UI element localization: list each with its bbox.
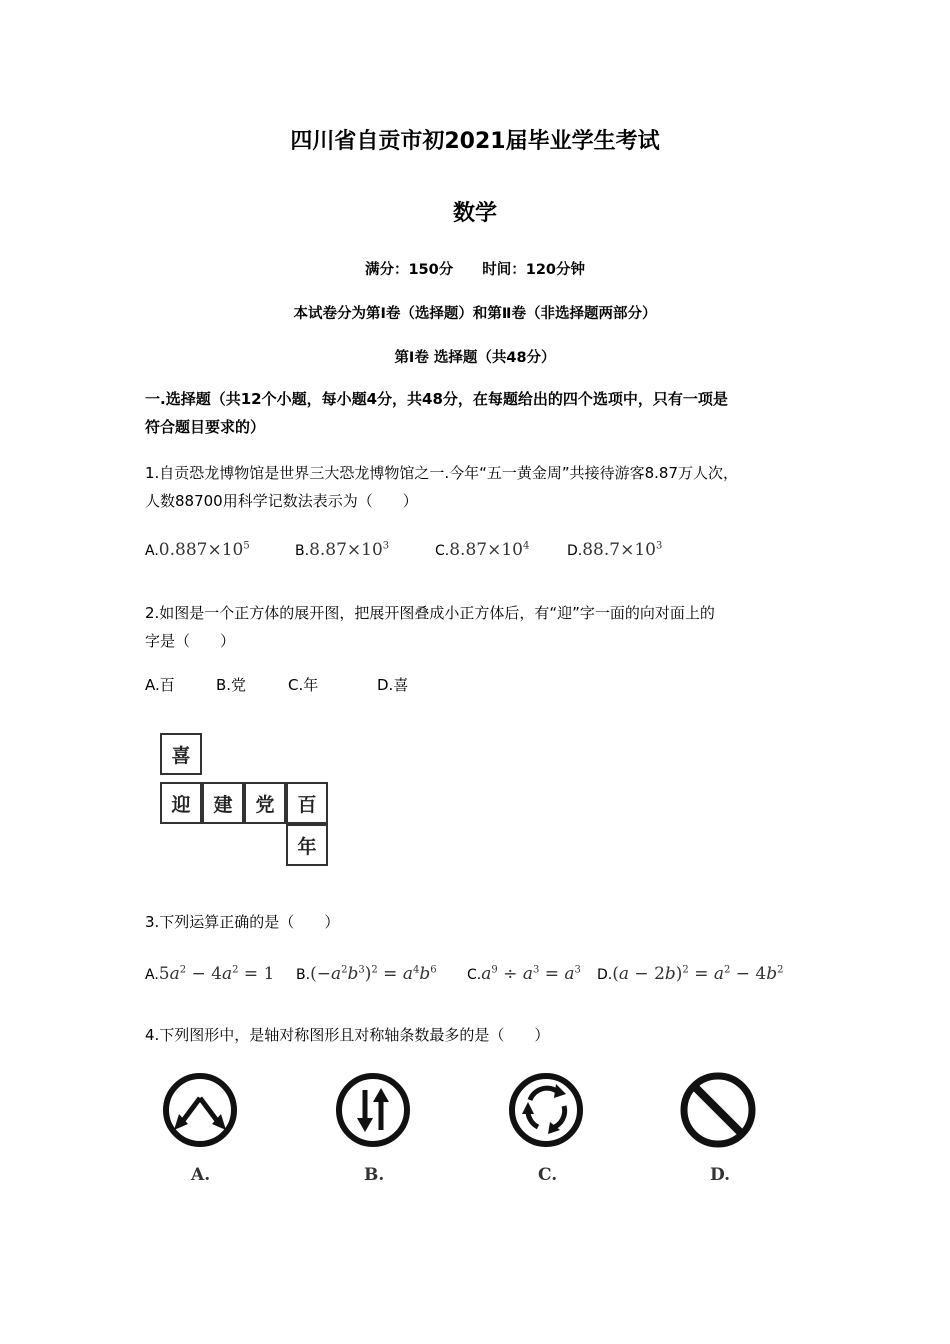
q4-label-b: B.: [364, 1165, 385, 1185]
q3-text: 3.下列运算正确的是（ ）: [145, 913, 340, 931]
q4-label-d: D.: [710, 1165, 731, 1185]
q1-option-d: $D.88.7\times 10^3$: [567, 540, 663, 560]
prohibition-sign-icon: [678, 1070, 758, 1150]
subject-title: 数学: [452, 201, 497, 226]
exam-intro: 本试卷分为第Ⅰ卷（选择题）和第Ⅱ卷（非选择题两部分）: [293, 306, 657, 322]
q1-text-line2: 人数88700用科学记数法表示为（ ）: [145, 492, 418, 510]
net-cell-dang: 党: [244, 782, 286, 824]
section-heading: 第Ⅰ卷 选择题（共48分）: [394, 350, 556, 366]
net-cell-jian: 建: [202, 782, 244, 824]
q4-label-c: C.: [538, 1165, 558, 1185]
instructions-line2: 符合题目要求的）: [145, 418, 266, 436]
q2-text-line2: 字是（ ）: [145, 632, 236, 650]
cube-net-figure: [160, 733, 332, 873]
net-cell-xi: 喜: [160, 733, 202, 775]
q3-option-b: $B.(-a^2b^3)^2 = a^4b^6$: [296, 964, 437, 984]
q1-text-line1: 1.自贡恐龙博物馆是世界三大恐龙博物馆之一.今年“五一黄金周”共接待游客8.87万人次，: [145, 464, 739, 482]
net-cell-ying: 迎: [160, 782, 202, 824]
q1-option-b: $B.8.87\times 10^3$: [295, 540, 390, 560]
net-cell-bai: 百: [286, 782, 328, 824]
exam-title: 四川省自贡市初2021届毕业学生考试: [290, 129, 660, 154]
q1-option-c: $C.8.87\times 10^4$: [435, 540, 530, 560]
q4-text: 4.下列图形中，是轴对称图形且对称轴条数最多的是（ ）: [145, 1026, 550, 1044]
net-cell-nian: 年: [286, 824, 328, 866]
exam-meta: 满分：150分 时间：120分钟: [364, 262, 586, 278]
q1-option-a: $A.0.887\times 10^5$: [145, 540, 250, 560]
q2-text-line1: 2.如图是一个正方体的展开图，把展开图叠成小正方体后，有“迎”字一面的向对面上的: [145, 604, 715, 622]
q2-option-c: C.年: [288, 676, 319, 694]
instructions-line1: 一.选择题（共12个小题，每小题4分，共48分，在每题给出的四个选项中，只有一项是: [145, 390, 728, 408]
q4-label-a: A.: [191, 1165, 211, 1185]
q3-option-a: $A.5a^2 - 4a^2 = 1$: [145, 964, 275, 984]
roundabout-sign-icon: [506, 1070, 586, 1150]
q2-option-b: B.党: [216, 676, 247, 694]
q3-option-d: $D.(a - 2b)^2 = a^2 - 4b^2$: [597, 964, 784, 984]
q2-option-d: D.喜: [377, 676, 409, 694]
two-way-traffic-sign-icon: [333, 1070, 413, 1150]
diverging-arrows-sign-icon: [160, 1070, 240, 1150]
q3-option-c: $C.a^9 \div a^3 = a^3$: [467, 964, 581, 984]
q2-option-a: A.百: [145, 676, 175, 694]
